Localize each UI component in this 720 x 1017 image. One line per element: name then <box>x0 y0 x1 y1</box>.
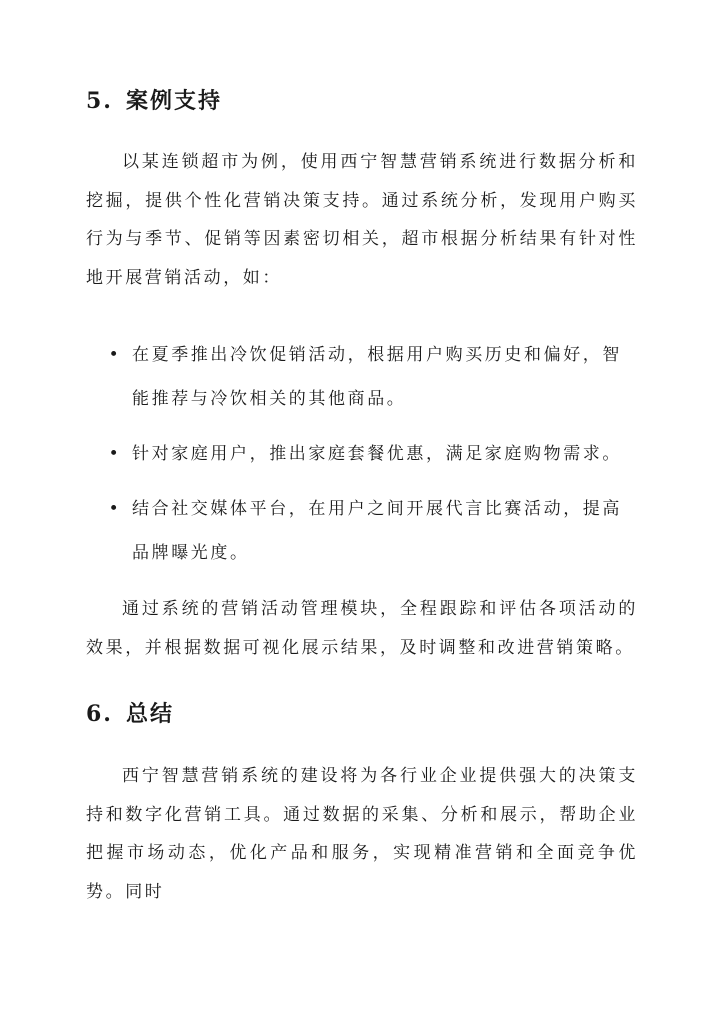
section-5-heading <box>86 86 222 116</box>
bullet-text: 针对家庭用户，推出家庭套餐优惠，满足家庭购物需求。 <box>132 444 622 464</box>
section-5-title: 案例支持 <box>126 88 223 114</box>
section-5-intro-paragraph: 以某连锁超市为例，使用西宁智慧营销系统进行数据分析和挖掘，提供个性化营销决策支持。通过系统分析，发现用户购买行为与季节、促销等因素密切相关，超市根据分析结果有针对性地开展营销活动，如： <box>86 152 638 288</box>
section-6-title: 总结 <box>126 701 175 727</box>
section-6-number: 6. <box>86 701 113 727</box>
section-6-heading <box>86 699 174 729</box>
bullet-item <box>108 333 628 421</box>
bullet-text: 在夏季推出冷饮促销活动，根据用户购买历史和偏好，智能推荐与冷饮相关的其他商品。 <box>132 345 622 409</box>
bullet-dot: • <box>108 499 122 519</box>
bullet-text: 结合社交媒体平台，在用户之间开展代言比赛活动，提高品牌曝光度。 <box>132 499 622 563</box>
bullet-dot: • <box>108 444 122 464</box>
section-6-body-paragraph: 西宁智慧营销系统的建设将为各行业企业提供强大的决策支持和数字化营销工具。通过数据的采集、分析和展示，帮助企业把握市场动态，优化产品和服务，实现精准营销和全面竞争优势。同时 <box>86 766 638 902</box>
section-5-number: 5. <box>86 88 113 114</box>
section-5-outro-paragraph: 通过系统的营销活动管理模块，全程跟踪和评估各项活动的效果，并根据数据可视化展示结果，及时调整和改进营销策略。 <box>86 599 638 658</box>
bullet-item <box>108 487 628 575</box>
bullet-dot: • <box>108 345 122 365</box>
bullet-item <box>108 432 628 476</box>
